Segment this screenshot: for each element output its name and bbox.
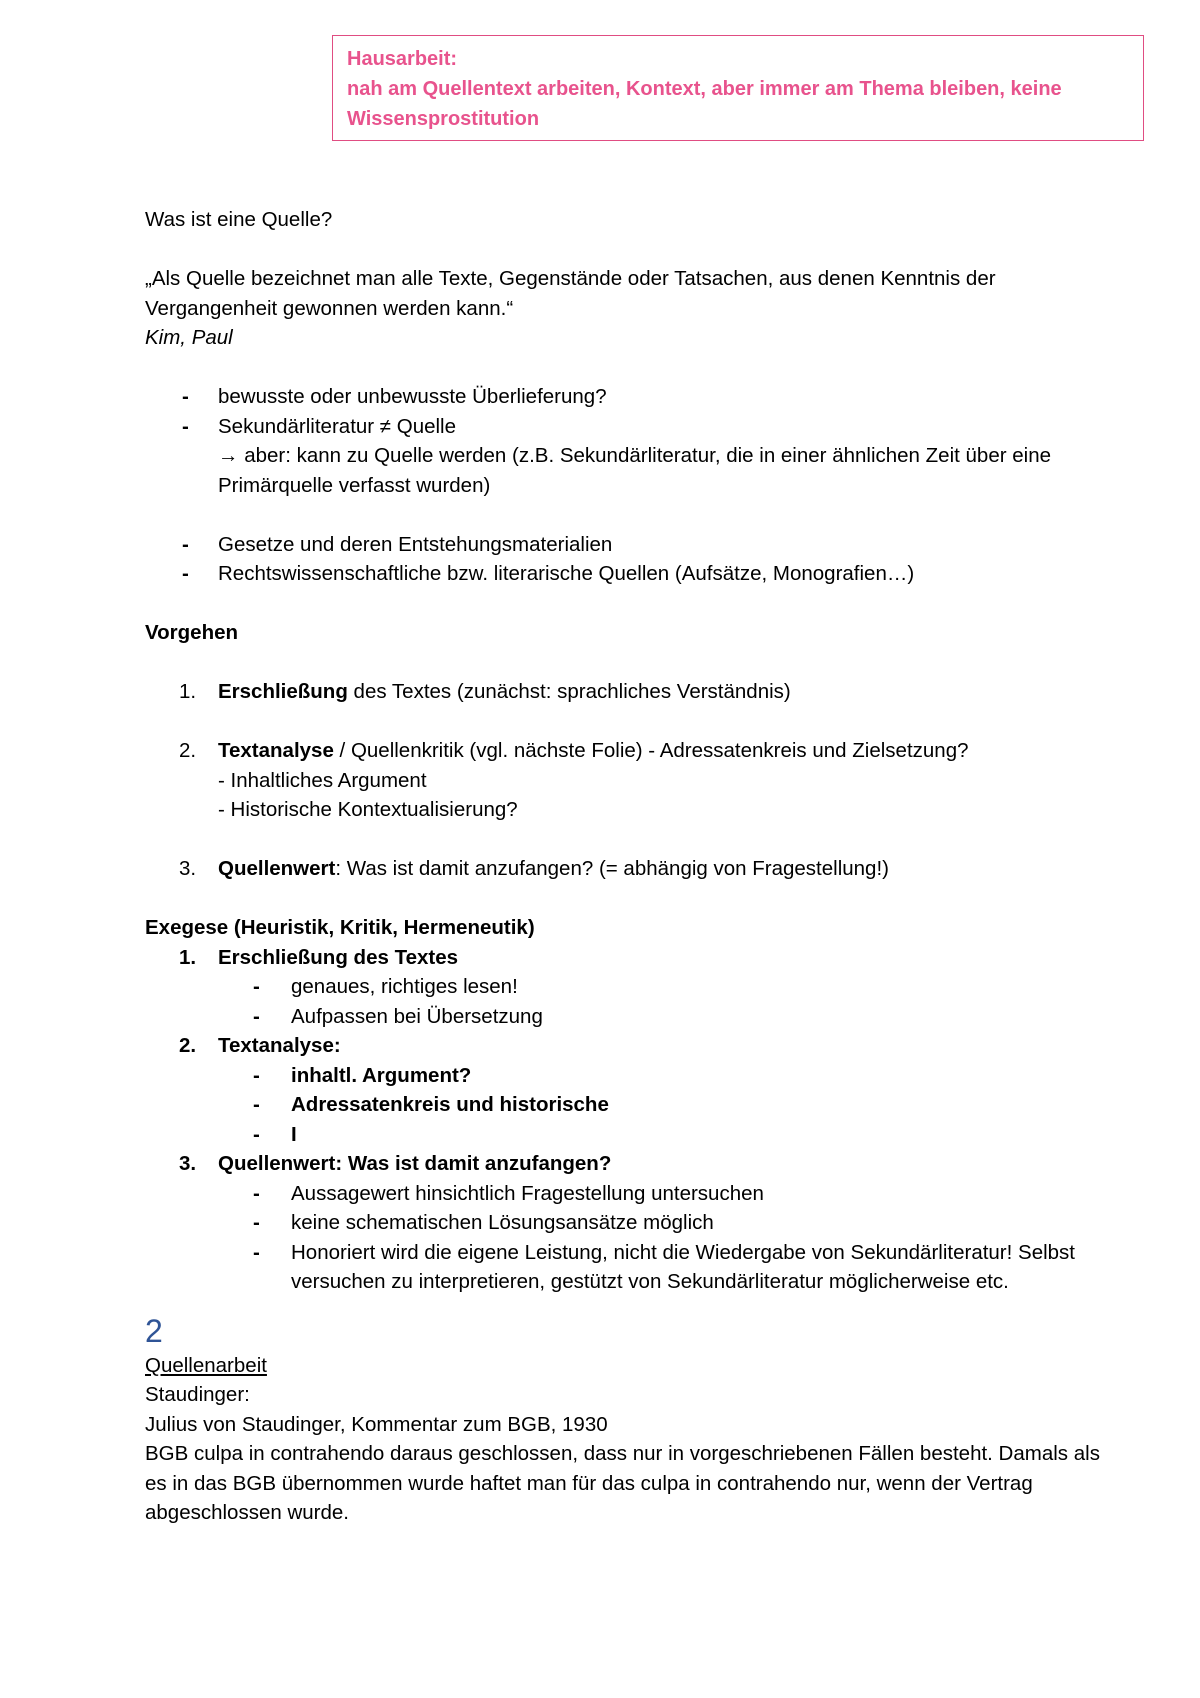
list-item: - Honoriert wird die eigene Leistung, nicht die Wiedergabe von Sekundärliteratur! Selbst versuchen zu interpretieren, gestützt von Sekundärliteratur möglicherweise etc. — [253, 1240, 1076, 1293]
paragraph-line: Staudinger: — [145, 1383, 250, 1406]
paragraph: BGB culpa in contrahendo daraus geschlossen, dass nur in vorgeschriebenen Fällen besteht. Damals als es in das BGB übernommen wurde haftet man für das culpa in contrahendo nur, wenn der Vertrag abgeschlossen wurde. — [145, 1442, 1100, 1524]
step-2: 2. Textanalyse / Quellenkritik (vgl. nächste Folie) - Adressatenkreis und Zielsetzung? — [179, 739, 969, 762]
list-item: - Rechtswissenschaftliche bzw. literarische Quellen (Aufsätze, Monografien…) — [182, 562, 915, 585]
list-item: - Aussagewert hinsichtlich Fragestellung untersuchen — [253, 1181, 764, 1205]
note-box — [332, 35, 1144, 141]
list-item: - Aufpassen bei Übersetzung — [253, 1004, 543, 1028]
exegese-step-3: 3. Quellenwert: Was ist damit anzufangen? — [179, 1152, 612, 1175]
intro-question: Was ist eine Quelle? — [145, 208, 333, 231]
note-text: nah am Quellentext arbeiten, Kontext, aber immer am Thema bleiben, keine Wissensprostitution — [347, 78, 1062, 130]
section-heading-vorgehen: Vorgehen — [145, 621, 239, 644]
list-item: - Adressatenkreis und historische — [253, 1093, 609, 1116]
list-item: - Sekundärliteratur ≠ Quelle — [182, 414, 457, 438]
document-body — [145, 205, 1105, 1528]
paragraph-line: Julius von Staudinger, Kommentar zum BGB, 1930 — [145, 1412, 608, 1436]
intro-quote: „Als Quelle bezeichnet man alle Texte, Gegenstände oder Tatsachen, aus denen Kenntnis der Vergangenheit gewonnen werden kann.“ — [145, 267, 996, 320]
section-title: Quellenarbeit — [145, 1353, 267, 1377]
quote-author: Kim, Paul — [145, 326, 233, 349]
list-item-continuation: → aber: kann zu Quelle werden (z.B. Sekundärliteratur, die in einer ähnlichen Zeit über eine Primärquelle verfasst wurden) — [218, 444, 1052, 497]
list-item: - genaues, richtiges lesen! — [253, 975, 518, 998]
list-item: - I — [253, 1122, 297, 1146]
step-2-sub: - Historische Kontextualisierung? — [218, 798, 518, 821]
step-3: 3. Quellenwert: Was ist damit anzufangen? (= abhängig von Fragestellung!) — [179, 857, 889, 880]
list-item: - bewusste oder unbewusste Überlieferung? — [182, 385, 607, 408]
list-item: - inhaltl. Argument? — [253, 1063, 472, 1087]
section-heading-exegese: Exegese (Heuristik, Kritik, Hermeneutik) — [145, 916, 535, 939]
list-item: - Gesetze und deren Entstehungsmaterialien — [182, 532, 613, 556]
note-title: Hausarbeit: — [347, 48, 458, 70]
exegese-step-1: 1. Erschließung des Textes — [179, 945, 459, 969]
list-item: - keine schematischen Lösungsansätze möglich — [253, 1211, 714, 1234]
section-number: 2 — [145, 1312, 163, 1349]
exegese-step-2: 2. Textanalyse: — [179, 1034, 341, 1057]
step-2-sub: - Inhaltliches Argument — [218, 768, 427, 792]
step-1: 1. Erschließung des Textes (zunächst: sprachliches Verständnis) — [179, 680, 791, 703]
